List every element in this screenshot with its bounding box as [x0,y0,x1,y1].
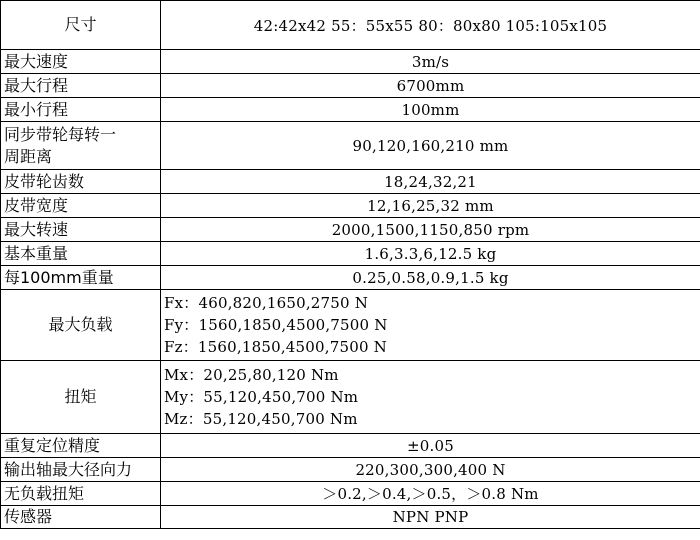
max-load-label: 最大负载 [1,290,161,361]
max-load-values [161,290,700,361]
row-label: 最小行程 [1,98,161,122]
table-row [1,50,700,74]
row-value: 100mm [161,98,700,122]
row-label: 同步带轮每转一周距离 [1,122,161,170]
row-label: 输出轴最大径向力 [1,458,161,482]
row-label: 最大行程 [1,74,161,98]
row-value: 0.25,0.58,0.9,1.5 kg [161,266,700,290]
row-value: 2000,1500,1150,850 rpm [161,218,700,242]
row-value: 1.6,3.3,6,12.5 kg [161,242,700,266]
size-value: 42:42x42 55：55x55 80：80x80 105:105x105 [161,1,700,50]
row-label: 最大速度 [1,50,161,74]
row-value: 6700mm [161,74,700,98]
table-row [1,98,700,122]
table-row [1,122,700,170]
row-value: 90,120,160,210 mm [161,122,700,170]
row-value: 18,24,32,21 [161,170,700,194]
table-row-size [1,1,700,50]
row-label: 最大转速 [1,218,161,242]
table-row [1,218,700,242]
row-value: 12,16,25,32 mm [161,194,700,218]
row-value: 3m/s [161,50,700,74]
max-load-fy: Fy：1560,1850,4500,7500 N [164,316,388,334]
row-label: 每100mm重量 [1,266,161,290]
torque-values [161,361,700,434]
table-row [1,434,700,458]
table-row [1,458,700,482]
row-value: NPN PNP [161,506,700,529]
row-label: 皮带宽度 [1,194,161,218]
row-label: 皮带轮齿数 [1,170,161,194]
table-row-torque [1,361,700,434]
torque-my: My：55,120,450,700 Nm [164,388,359,406]
torque-label: 扭矩 [1,361,161,434]
max-load-fz: Fz：1560,1850,4500,7500 N [164,338,388,356]
table-row [1,266,700,290]
table-row [1,506,700,529]
table-row [1,242,700,266]
torque-mz: Mz：55,120,450,700 Nm [164,410,358,428]
size-label: 尺寸 [1,1,161,50]
row-label: 重复定位精度 [1,434,161,458]
row-label: 基本重量 [1,242,161,266]
table-row-max-load [1,290,700,361]
row-value: ＞0.2,＞0.4,＞0.5，＞0.8 Nm [161,482,700,506]
row-label: 传感器 [1,506,161,529]
row-label: 无负载扭矩 [1,482,161,506]
table-row [1,194,700,218]
table-row [1,482,700,506]
table-row [1,170,700,194]
row-value: 220,300,300,400 N [161,458,700,482]
table-row [1,74,700,98]
torque-mx: Mx：20,25,80,120 Nm [164,366,339,384]
max-load-fx: Fx：460,820,1650,2750 N [164,294,369,312]
row-value: ±0.05 [161,434,700,458]
